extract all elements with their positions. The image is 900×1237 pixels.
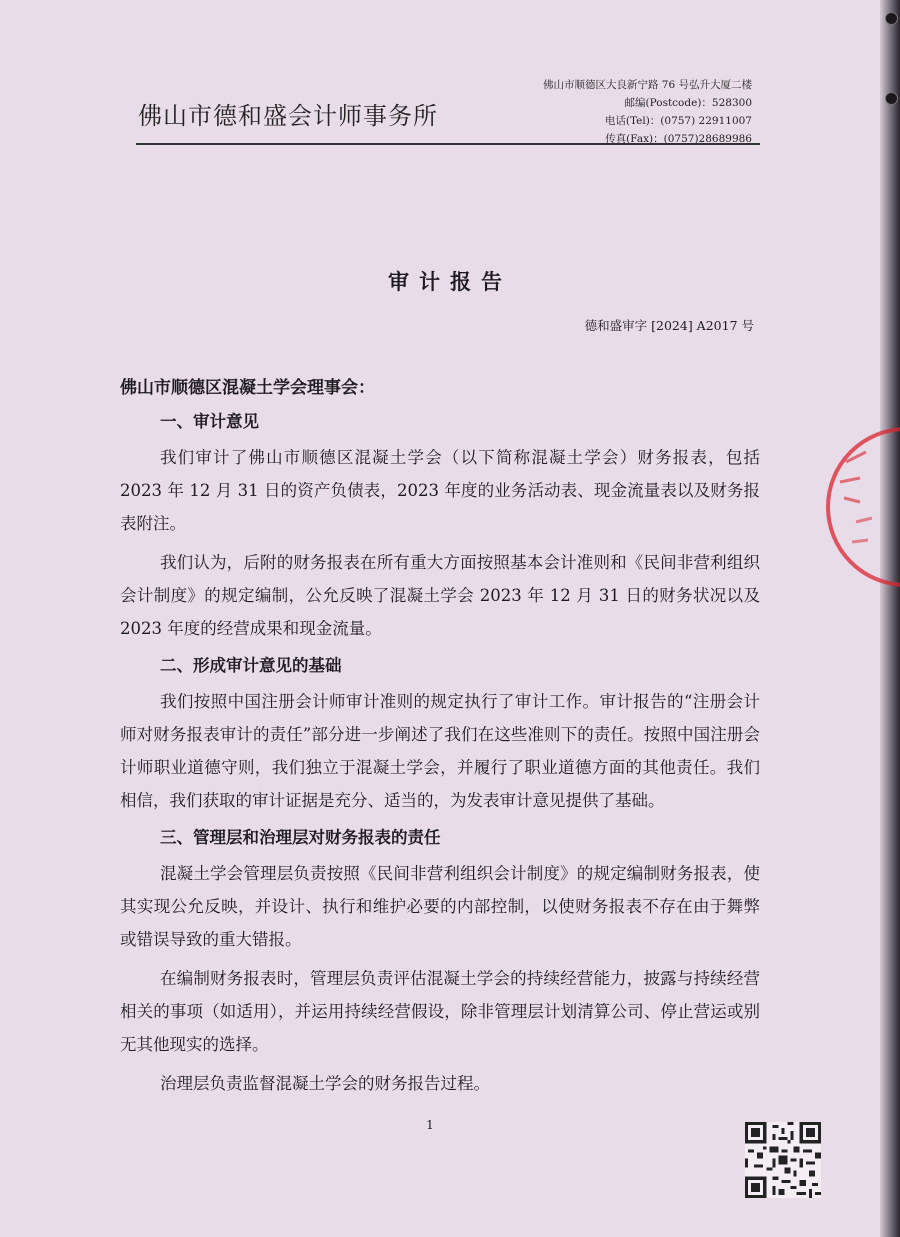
reference-number: 德和盛审字 [2024] A2017 号 <box>584 318 754 333</box>
paragraph: 在编制财务报表时，管理层负责评估混凝土学会的持续经营能力，披露与持续经营相关的事项（如适用），并运用持续经营假设，除非管理层计划清算公司、停止营运或别无其他现实的选择。 <box>120 969 760 1054</box>
firm-postcode: 邮编(Postcode)：528300 <box>624 97 752 109</box>
section-management-responsibility <box>120 823 760 1100</box>
header-divider <box>136 143 760 145</box>
firm-fax: 传真(Fax)：(0757)28689986 <box>605 133 752 145</box>
firm-name: 佛山市德和盛会计师事务所 <box>138 102 438 130</box>
firm-tel: 电话(Tel)：(0757) 22911007 <box>604 115 752 127</box>
section-basis-for-opinion <box>120 651 760 817</box>
page-number: 1 <box>426 1118 434 1132</box>
section-audit-opinion <box>120 407 760 645</box>
report-body <box>120 407 760 1106</box>
paragraph: 治理层负责监督混凝土学会的财务报告过程。 <box>160 1074 490 1093</box>
section-heading: 一、审计意见 <box>160 412 259 431</box>
binding-hole <box>885 12 898 25</box>
binding-hole <box>885 92 898 105</box>
qr-code-icon <box>745 1122 821 1198</box>
page-title: 审计报告 <box>388 270 512 294</box>
firm-contact-info <box>520 76 752 148</box>
paragraph: 我们认为，后附的财务报表在所有重大方面按照基本会计准则和《民间非营利组织会计制度》的规定编制，公允反映了混凝土学会 2023 年 12 月 31 日的财务状况以及 2023 年度的经营成果和现金流量。 <box>120 553 760 638</box>
section-heading: 二、形成审计意见的基础 <box>160 656 342 675</box>
salutation: 佛山市顺德区混凝土学会理事会： <box>120 378 375 398</box>
section-heading: 三、管理层和治理层对财务报表的责任 <box>160 828 441 847</box>
scan-edge <box>880 0 900 1237</box>
seal-stamp-icon <box>826 402 900 612</box>
paragraph: 我们按照中国注册会计师审计准则的规定执行了审计工作。审计报告的“注册会计师对财务报表审计的责任”部分进一步阐述了我们在这些准则下的责任。按照中国注册会计师职业道德守则，我们独立于混凝土学会，并履行了职业道德方面的其他责任。我们相信，我们获取的审计证据是充分、适当的，为发表审计意见提供了基础。 <box>120 692 760 810</box>
firm-address: 佛山市顺德区大良新宁路 76 号弘升大厦二楼 <box>542 79 752 91</box>
paragraph: 我们审计了佛山市顺德区混凝土学会（以下简称混凝土学会）财务报表，包括 2023 年 12 月 31 日的资产负债表，2023 年度的业务活动表、现金流量表以及财务报表附注。 <box>120 448 760 533</box>
paragraph: 混凝土学会管理层负责按照《民间非营利组织会计制度》的规定编制财务报表，使其实现公允反映，并设计、执行和维护必要的内部控制，以使财务报表不存在由于舞弊或错误导致的重大错报。 <box>120 864 760 949</box>
